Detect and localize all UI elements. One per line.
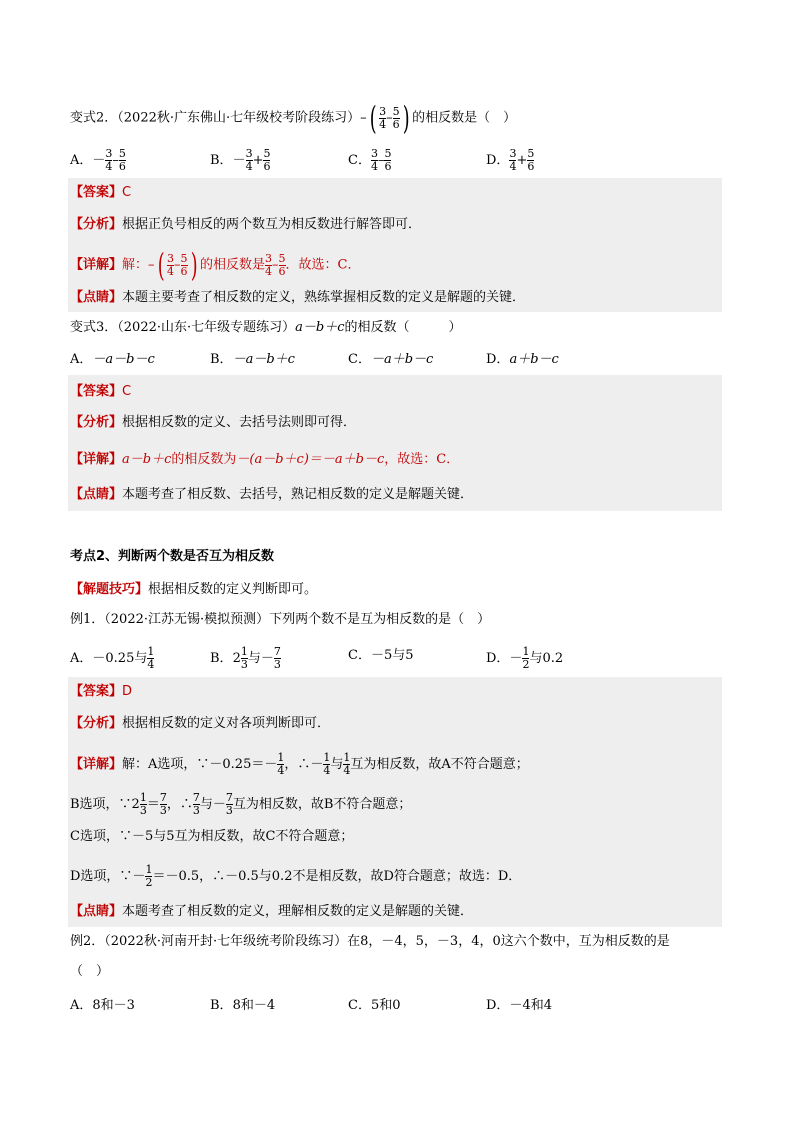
v2-answer: 【答案】C [70, 185, 132, 200]
e1-point: 【点睛】本题考查了相反数的定义，理解相反数的定义是解题的关键． [70, 904, 474, 919]
v3-detail: 【详解】a－b＋c的相反数为－(a－b＋c)＝－a＋b－c，故选：C． [70, 452, 460, 467]
v3-point: 【点睛】本题考查了相反数、去括号，熟记相反数的定义是解题关键． [70, 487, 474, 502]
e1-option-d[interactable]: D．－ $\frac{1}{2}$ 与0.2 [486, 645, 564, 671]
v2-point: 【点睛】本题主要考查了相反数的定义，熟练掌握相反数的定义是解题的关键． [70, 290, 526, 305]
v2-option-c[interactable]: C． $\frac{3}{4}$ – $\frac{5}{6}$ [348, 147, 392, 173]
e1-option-c[interactable]: C．－5与5 [348, 648, 414, 663]
v2-option-b[interactable]: B．－ $\frac{3}{4}$ + $\frac{5}{6}$ [210, 147, 271, 173]
v3-option-c[interactable]: C．－a＋b－c [348, 352, 434, 367]
v3-question: 变式3．（2022·山东·七年级专题练习）a－b＋c的相反数（ ） [70, 320, 462, 335]
e2-option-b[interactable]: B．8和－4 [210, 998, 276, 1013]
v3-option-b[interactable]: B．－a－b＋c [210, 352, 295, 367]
kp2-title: 考点2、判断两个数是否互为相反数 [70, 549, 275, 564]
v2-question: 变式2．（2022秋·广东佛山·七年级校考阶段练习）–( $\frac{3}{4}$ – $\frac{5}{6}$ ) 的相反数是（ ） [70, 99, 517, 137]
e1-answer: 【答案】D [70, 684, 133, 699]
e1-detail-line3: C选项，∵－5与5互为相反数，故C不符合题意； [70, 829, 354, 844]
v2-detail: 【详解】解：–( $\frac{3}{4}$ – $\frac{5}{6}$ ) 的相反数是 $\frac{3}{4}$ – $\frac{5}{6}$ ．故选：C． [70, 246, 361, 284]
e2-option-c[interactable]: C．5和0 [348, 998, 401, 1013]
e1-detail-line2: B选项，∵2 $\frac{1}{3}$ ＝ $\frac{7}{3}$ ，∴ $\frac{7}{3}$ 与－ $\frac{7}{3}$ 互为相反数，故B不符合题意； [70, 791, 412, 817]
e1-detail-line4: D选项，∵－ $\frac{1}{2}$ ＝－0.5，∴－0.5与0.2不是相反数，故D符合题意；故选：D． [70, 863, 522, 889]
e1-option-a[interactable]: A．－0.25与 $\frac{1}{4}$ [70, 645, 155, 671]
e2-option-a[interactable]: A．8和－3 [70, 998, 135, 1013]
e2-question-line2: （ ） [70, 964, 110, 979]
v3-analysis: 【分析】根据相反数的定义、去括号法则即可得． [70, 415, 357, 430]
e2-question-line1: 例2．（2022秋·河南开封·七年级统考阶段练习）在8，－4，5，－3，4，0这六个数中，互为相反数的是 [70, 934, 670, 949]
v3-option-a[interactable]: A．－a－b－c [70, 352, 155, 367]
v2-analysis: 【分析】根据正负号相反的两个数互为相反数进行解答即可． [70, 217, 422, 232]
e1-analysis: 【分析】根据相反数的定义对各项判断即可． [70, 716, 331, 731]
kp2-tip: 【解题技巧】根据相反数的定义判断即可。 [70, 582, 318, 597]
v3-option-d[interactable]: D．a＋b－c [486, 352, 559, 367]
e1-detail-line1: 【详解】解：A选项，∵－0.25＝－ $\frac{1}{4}$ ，∴－ $\frac{1}{4}$ 与 $\frac{1}{4}$ 互为相反数，故A不符合题意； [70, 751, 529, 777]
v2-option-d[interactable]: D． $\frac{3}{4}$ + $\frac{5}{6}$ [486, 147, 535, 173]
e2-option-d[interactable]: D．－4和4 [486, 998, 552, 1013]
e1-question: 例1．（2022·江苏无锡·模拟预测）下列两个数不是互为相反数的是（ ） [70, 612, 491, 627]
v2-option-a[interactable]: A．－ $\frac{3}{4}$ – $\frac{5}{6}$ [70, 147, 126, 173]
v3-answer: 【答案】C [70, 384, 132, 399]
e1-option-b[interactable]: B．2 $\frac{1}{3}$ 与－ $\frac{7}{3}$ [210, 645, 281, 671]
